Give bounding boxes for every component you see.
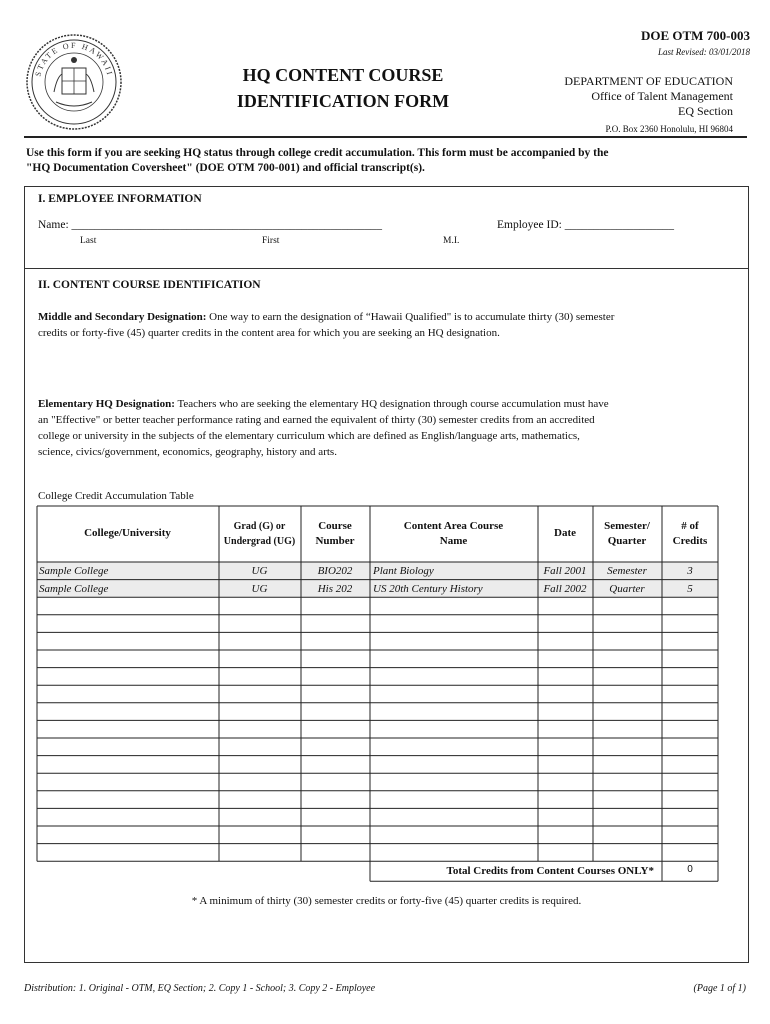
form-code: DOE OTM 700-003 xyxy=(640,28,750,43)
col-header-grad xyxy=(219,506,300,561)
section-content-course-title: II. CONTENT COURSE IDENTIFICATION xyxy=(38,279,261,291)
col-header-credits-line1: # of xyxy=(681,519,699,532)
row1-college[interactable]: Sample College xyxy=(39,565,109,577)
row2-college[interactable]: Sample College xyxy=(39,583,109,595)
row2-credits[interactable]: 5 xyxy=(687,583,693,595)
row2-course[interactable]: His 202 xyxy=(317,583,353,595)
col-header-course-number xyxy=(301,506,369,561)
col-header-course-line2: Number xyxy=(315,534,355,547)
intro-line2: "HQ Documentation Coversheet" (DOE OTM 700-001) and official transcript(s). xyxy=(26,162,425,174)
total-credits-label: Total Credits from Content Courses ONLY* xyxy=(446,865,654,877)
row2-term[interactable]: Quarter xyxy=(609,583,645,595)
distribution-footer: Distribution: 1. Original - OTM, EQ Section; 2. Copy 1 - School; 3. Copy 2 - Employee xyxy=(24,983,376,994)
row2-grad[interactable]: UG xyxy=(251,583,268,595)
svg-text:STATE OF HAWAII: STATE OF HAWAII xyxy=(33,40,115,78)
col-header-content-line1: Content Area Course xyxy=(403,519,504,532)
name-field[interactable]: Name: ______________________________________________________ xyxy=(38,219,383,231)
row1-course[interactable]: BIO202 xyxy=(317,565,353,577)
row1-date[interactable]: Fall 2001 xyxy=(543,565,587,577)
row1-content[interactable]: Plant Biology xyxy=(373,565,434,577)
col-header-date: Date xyxy=(554,527,576,539)
col-header-semester-quarter xyxy=(593,506,661,561)
col-header-college: College/University xyxy=(84,527,171,539)
section-name: EQ Section xyxy=(678,104,733,118)
col-header-grad-line2: Undergrad (UG) xyxy=(223,535,296,547)
row1-term[interactable]: Semester xyxy=(607,565,647,577)
mailing-address: P.O. Box 2360 Honolulu, HI 96804 xyxy=(605,124,733,134)
form-title-line1: HQ CONTENT COURSE xyxy=(242,65,444,85)
row2-content[interactable]: US 20th Century History xyxy=(373,583,483,595)
row2-date[interactable]: Fall 2002 xyxy=(543,583,587,595)
intro-line1: Use this form if you are seeking HQ status through college credit accumulation. This form must be accompanied by the xyxy=(26,147,609,159)
col-header-grad-line1: Grad (G) or xyxy=(233,520,286,532)
elementary-heading: Elementary HQ Designation: xyxy=(38,398,175,410)
office-name: Office of Talent Management xyxy=(591,89,733,103)
form-title-line2: IDENTIFICATION FORM xyxy=(236,91,450,111)
total-credits-value: 0 xyxy=(687,864,693,875)
col-header-credits xyxy=(662,506,718,561)
col-header-content-area xyxy=(370,506,537,561)
middle-secondary-heading: Middle and Secondary Designation: xyxy=(38,311,207,323)
elementary-text-4: science, civics/government, economics, geography, history and arts. xyxy=(38,446,337,458)
last-revised-date: Last Revised: 03/01/2018 xyxy=(658,47,750,57)
middle-secondary-text-2: credits or forty-five (45) quarter credits in the content area for which you are seeking an HQ designation. xyxy=(38,327,500,339)
row1-credits[interactable]: 3 xyxy=(687,565,693,577)
elementary-text-2: an "Effective" or better teacher performance rating and earned the equivalent of thirty (30) semester credits from an accredited xyxy=(38,414,595,426)
elementary-text-1: Teachers who are seeking the elementary HQ designation through course accumulation must have xyxy=(174,398,609,410)
last-name-sublabel: Last xyxy=(80,236,97,246)
employee-id-field[interactable]: Employee ID: ___________________ xyxy=(497,219,674,231)
col-header-content-line2: Name xyxy=(439,534,468,547)
middle-initial-sublabel: M.I. xyxy=(443,236,460,246)
col-header-semester-line1: Semester/ xyxy=(604,519,650,532)
col-header-credits-line2: Credits xyxy=(672,534,708,547)
col-header-course-line1: Course xyxy=(318,519,352,532)
department-name: DEPARTMENT OF EDUCATION xyxy=(564,74,733,88)
page-number: (Page 1 of 1) xyxy=(693,983,746,994)
table-caption: College Credit Accumulation Table xyxy=(38,490,194,502)
middle-secondary-text-1: One way to earn the designation of “Hawaii Qualified" is to accumulate thirty (30) semester xyxy=(206,311,615,323)
col-header-semester-line2: Quarter xyxy=(607,534,647,547)
elementary-text-3: college or university in the subjects of the elementary curriculum which are defined as English/language arts, mathematics, xyxy=(38,430,580,442)
section-employee-information-title: I. EMPLOYEE INFORMATION xyxy=(38,193,202,205)
first-name-sublabel: First xyxy=(262,236,280,246)
row1-grad[interactable]: UG xyxy=(251,565,268,577)
minimum-credits-note: * A minimum of thirty (30) semester credits or forty-five (45) quarter credits is required. xyxy=(191,895,582,907)
